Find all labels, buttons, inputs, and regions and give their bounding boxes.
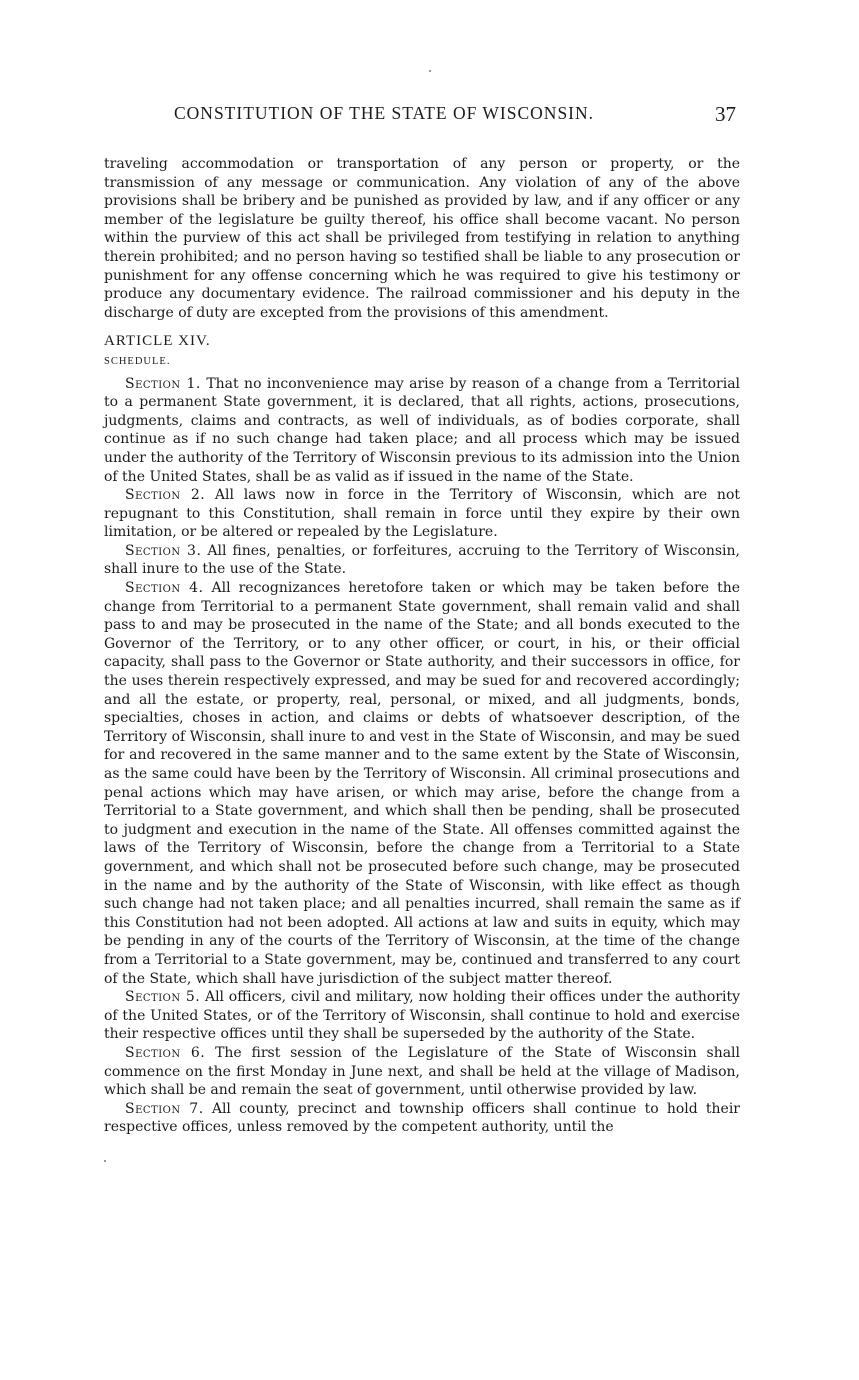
- section-label: Section 3.: [125, 542, 202, 559]
- section-label: Section 7.: [125, 1100, 204, 1117]
- section-5: [104, 988, 740, 1044]
- section-1: [104, 375, 740, 487]
- section-label: Section 2.: [125, 487, 206, 504]
- scan-speck: [429, 70, 431, 72]
- opening-paragraph: traveling accommodation or transportation of any person or property, or the transmission of any message or communication. Any violation of any of the above provisions shall be bribery and be punished as provided by law, and if any officer or any member of the legislature be guilty thereof, his office shall become vacant. No person within the purview of this act shall be privileged from testifying in relation to anything therein prohibited; and no person having so testified shall be liable to any prosecution or punishment for any offense concerning which he was required to give his testimony or produce any documentary evidence. The railroad commissioner and his deputy in the discharge of duty are excepted from the provisions of this amendment.: [104, 156, 740, 321]
- section-label: Section 1.: [125, 375, 201, 392]
- section-4: [104, 579, 740, 988]
- section-text: All county, precinct and township officers shall continue to hold their respective offices, unless removed by the competent authority, until the: [104, 1100, 740, 1136]
- section-text: All recognizances heretofore taken or which may be taken before the change from Territorial to a permanent State government, shall remain valid and shall pass to and may be prosecuted in the name of the State; and all bonds executed to the Governor of the Territory, or to any other officer, or court, in his, or their official capacity, shall pass to the Governor or State authority, and their successors in office, for the uses therein respectively expressed, and may be sued for and recovered accordingly; and all the estate, or property, real, personal, or mixed, and all judgments, bonds, specialties, choses in action, and claims or debts of whatsoever description, of the Territory of Wisconsin, shall inure to and vest in the State of Wisconsin, and may be sued for and recovered in the same manner and to the same extent by the State of Wisconsin, as the same could have been by the Territory of Wisconsin. All criminal prosecutions and penal actions which may have arisen, or which may arise, before the change from a Territorial to a State government, and which shall then be pending, shall be prosecuted to judgment and execution in the name of the State. All offenses committed against the laws of the Territory of Wisconsin, before the change from a Territorial to a State government, and which shall not be prosecuted before such change, may be prosecuted in the name and by the authority of the State of Wisconsin, with like effect as though such change had not taken place; and all penalties incurred, shall remain the same as if this Constitution had not been adopted. All actions at law and suits in equity, which may be pending in any of the courts of the Territory of Wisconsin, at the time of the change from a Territorial to a State government, may be, continued and transferred to any court of the State, which shall have jurisdiction of the subject matter thereof.: [104, 580, 741, 987]
- running-head: [104, 103, 744, 131]
- section-text: All laws now in force in the Territory of Wisconsin, which are not repugnant to this Constitution, shall remain in force until they expire by their own limitation, or be altered or repealed by the Legislature.: [104, 487, 740, 541]
- scan-speck: [104, 1160, 106, 1162]
- section-text: All fines, penalties, or forfeitures, accruing to the Territory of Wisconsin, shall inure to the use of the State.: [104, 542, 740, 578]
- section-7: [104, 1100, 740, 1137]
- article-heading: ARTICLE XIV.: [104, 333, 211, 350]
- section-text: The first session of the Legislature of the State of Wisconsin shall commence on the first Monday in June next, and shall be held at the village of Madison, which shall be and remain the seat of government, until otherwise provided by law.: [104, 1044, 741, 1099]
- section-label: Section 6.: [125, 1044, 206, 1061]
- section-text: All officers, civil and military, now holding their offices under the authority of the United States, or of the Territory of Wisconsin, shall continue to hold and exercise their respective offices until they shall be superseded by the authority of the State.: [104, 989, 740, 1043]
- running-title: CONSTITUTION OF THE STATE OF WISCONSIN.: [174, 103, 595, 123]
- article-subheading: SCHEDULE.: [104, 355, 171, 367]
- page-number: 37: [715, 102, 736, 126]
- section-6: [104, 1044, 740, 1100]
- section-label: Section 4.: [125, 580, 204, 597]
- section-3: [104, 542, 740, 579]
- section-text: That no inconvenience may arise by reason of a change from a Territorial to a permanent State government, it is declared, that all rights, actions, prosecutions, judgments, claims and contracts, as well of individuals, as of bodies corporate, shall continue as if no such change had taken place; and all process which may be issued under the authority of the Territory of Wisconsin previous to its admission into the Union of the United States, shall be as valid as if issued in the name of the State.: [104, 375, 741, 485]
- section-label: Section 5.: [125, 989, 201, 1006]
- section-2: [104, 486, 740, 542]
- document-body: [104, 155, 740, 1137]
